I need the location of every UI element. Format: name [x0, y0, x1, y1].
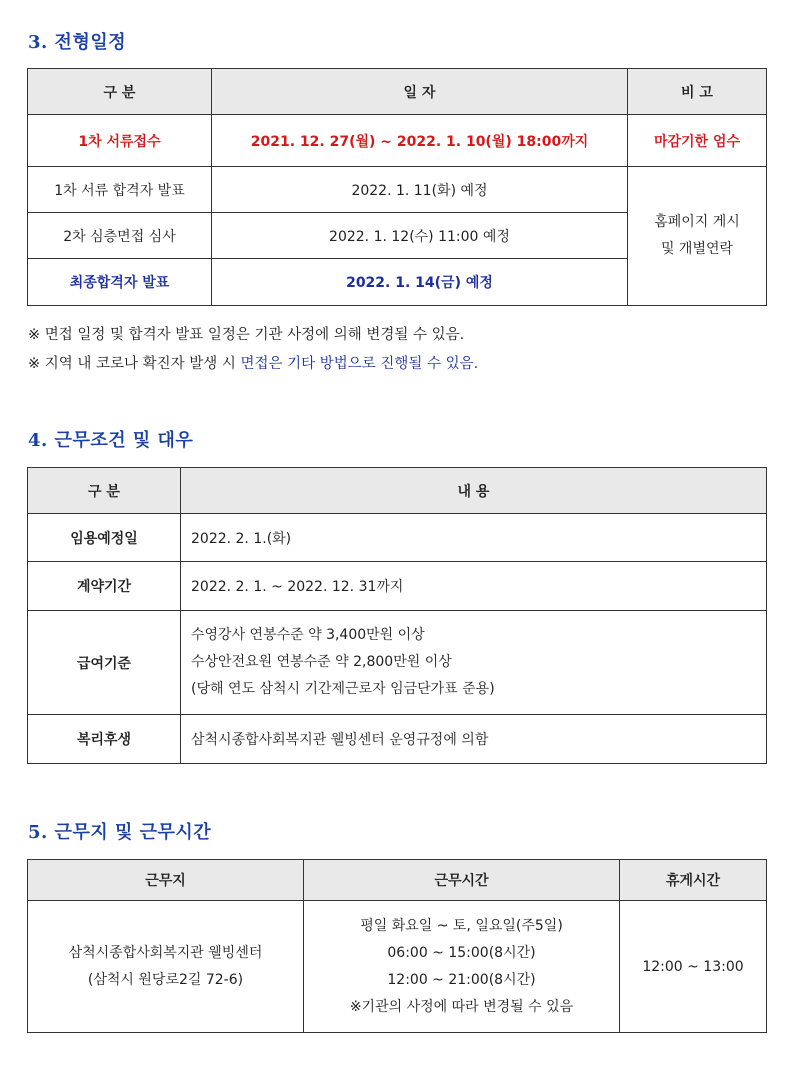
place-line-1: 삼척시종합사회복지관 웰빙센터	[68, 944, 263, 961]
note-2-prefix: ※ 지역 내 코로나 확진자 발생 시	[28, 356, 241, 372]
header-content: 내 용	[181, 468, 767, 514]
table-header-row	[28, 468, 767, 514]
header-date: 일 자	[212, 69, 628, 115]
table-row	[28, 562, 767, 611]
merged-note	[628, 167, 767, 306]
schedule-table	[27, 68, 767, 306]
hours-line-1: 평일 화요일 ~ 토, 일요일(주5일)	[360, 917, 563, 934]
workplace-table	[27, 859, 767, 1033]
place-cell	[28, 901, 304, 1033]
row-label: 계약기간	[28, 562, 181, 611]
row-label: 2차 심층면접 심사	[28, 213, 212, 259]
header-break: 휴게시간	[620, 860, 767, 901]
header-note: 비 고	[628, 69, 767, 115]
row-label: 1차 서류 합격자 발표	[28, 167, 212, 213]
hours-cell	[304, 901, 620, 1033]
row-date: 2021. 12. 27(월) ~ 2022. 1. 10(월) 18:00까지	[212, 115, 628, 167]
merged-note-line2: 및 개별연락	[660, 241, 734, 257]
table-row	[28, 167, 767, 213]
header-category: 구 분	[28, 468, 181, 514]
hours-line-3: 12:00 ~ 21:00(8시간)	[387, 971, 536, 988]
break-cell: 12:00 ~ 13:00	[620, 901, 767, 1033]
row-content: 2022. 2. 1. ~ 2022. 12. 31까지	[181, 562, 767, 611]
row-content: 삼척시종합사회복지관 웰빙센터 운영규정에 의함	[181, 715, 767, 764]
section-4-title: 4. 근무조건 및 대우	[28, 430, 194, 451]
table-header-row	[28, 860, 767, 901]
header-place: 근무지	[28, 860, 304, 901]
table-row	[28, 715, 767, 764]
table-row	[28, 514, 767, 562]
row-content	[181, 611, 767, 715]
row-label: 복리후생	[28, 715, 181, 764]
header-hours: 근무시간	[304, 860, 620, 901]
header-category: 구 분	[28, 69, 212, 115]
section-5-title: 5. 근무지 및 근무시간	[28, 822, 212, 843]
table-row	[28, 611, 767, 715]
row-content: 2022. 2. 1.(화)	[181, 514, 767, 562]
row-date: 2022. 1. 11(화) 예정	[212, 167, 628, 213]
row-label: 1차 서류접수	[28, 115, 212, 167]
schedule-notes	[28, 321, 478, 379]
place-line-2: (삼척시 원당로2길 72-6)	[87, 971, 244, 988]
note-2	[28, 350, 478, 379]
row-date: 2022. 1. 14(금) 예정	[212, 259, 628, 306]
table-row	[28, 901, 767, 1033]
hours-line-4: ※기관의 사정에 따라 변경될 수 있음	[349, 998, 574, 1015]
salary-line-3: (당해 연도 삼척시 기간제근로자 임금단가표 준용)	[191, 681, 495, 697]
salary-line-2: 수상안전요원 연봉수준 약 2,800만원 이상	[191, 654, 452, 670]
note-1: ※ 면접 일정 및 합격자 발표 일정은 기관 사정에 의해 변경될 수 있음.	[28, 327, 465, 343]
conditions-table	[27, 467, 767, 764]
row-label: 급여기준	[28, 611, 181, 715]
hours-line-2: 06:00 ~ 15:00(8시간)	[387, 944, 536, 961]
row-date: 2022. 1. 12(수) 11:00 예정	[212, 213, 628, 259]
row-label: 임용예정일	[28, 514, 181, 562]
merged-note-line1: 홈페이지 게시	[654, 214, 740, 230]
note-2-highlight: 면접은 기타 방법으로 진행될 수 있음.	[240, 356, 479, 372]
row-label: 최종합격자 발표	[28, 259, 212, 306]
row-note: 마감기한 엄수	[628, 115, 767, 167]
table-header-row	[28, 69, 767, 115]
section-3-title: 3. 전형일정	[28, 32, 127, 53]
salary-line-1: 수영강사 연봉수준 약 3,400만원 이상	[191, 627, 425, 643]
table-row	[28, 115, 767, 167]
